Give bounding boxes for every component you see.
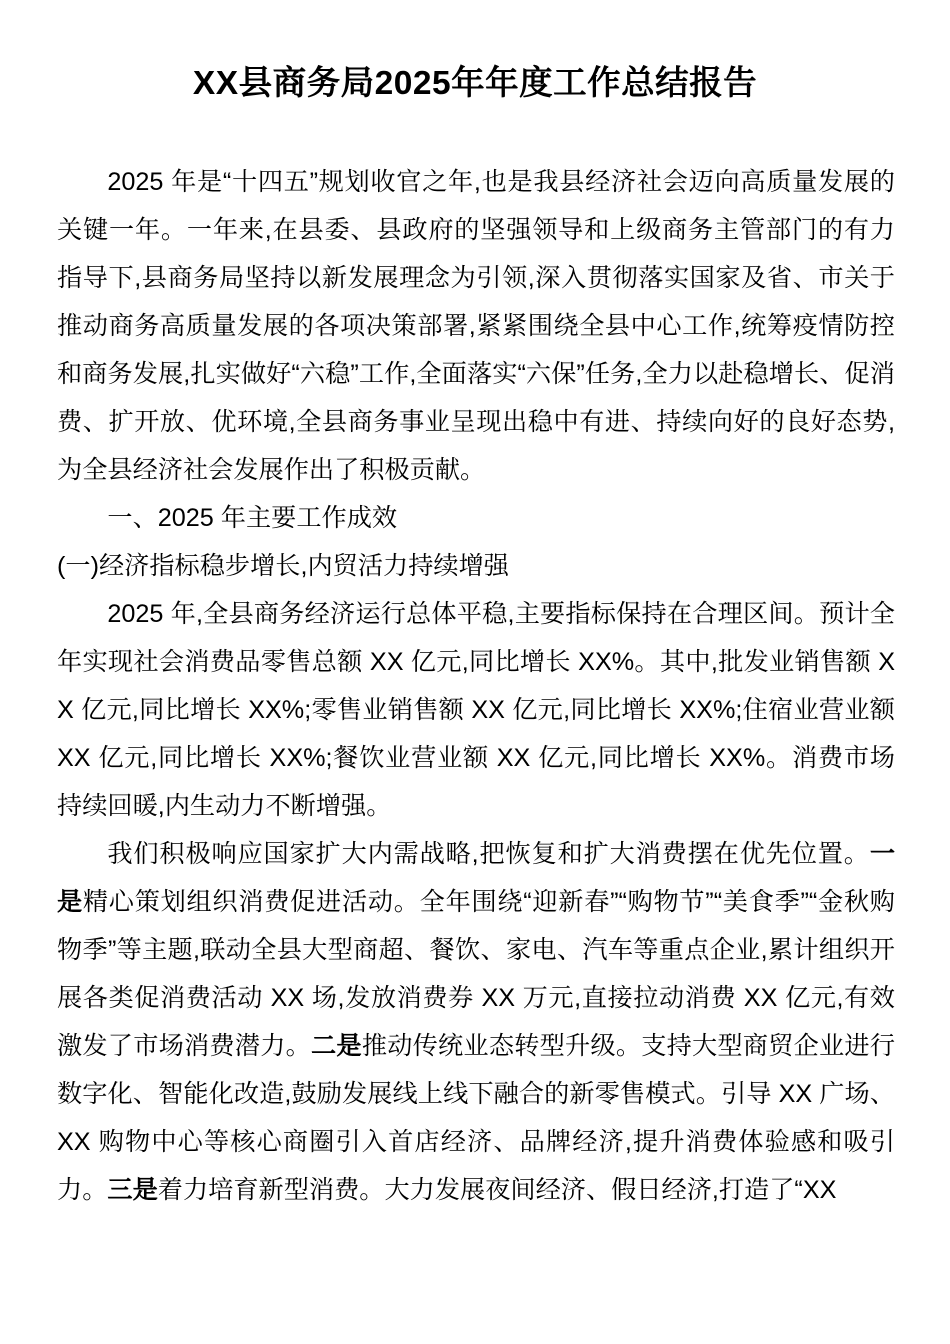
paragraph-text-run: 精心策划组织消费促进活动。全年围绕“迎新春”“购物节”“美食季”“金秋购物季”等主题,联动全县大型商超、餐饮、家电、汽车等重点企业,累计组织开展各类促消费活动 XX 场,发放消费券 XX 万元,直接拉动消费 XX 亿元,有效激发了市场消费潜力。: [57, 888, 895, 1060]
heading-section-1: 一、2025 年主要工作成效: [107, 504, 398, 532]
emphasis-marker: 三是: [107, 1176, 158, 1204]
paragraph-text-run: 我们积极响应国家扩大内需战略,把恢复和扩大消费摆在优先位置。: [107, 840, 870, 868]
emphasis-marker: 一是: [57, 840, 895, 916]
paragraph-intro: 2025 年是“十四五”规划收官之年,也是我县经济社会迈向高质量发展的关键一年。一年来,在县委、县政府的坚强领导和上级商务主管部门的有力指导下,县商务局坚持以新发展理念为引领,深入贯彻落实国家及省、市关于推动商务高质量发展的各项决策部署,紧紧围绕全县中心工作,统筹疫情防控和商务发展,扎实做好“六稳”工作,全面落实“六保”任务,全力以赴稳增长、促消费、扩开放、优环境,全县商务事业呈现出稳中有进、持续向好的良好态势,为全县经济社会发展作出了积极贡献。: [57, 168, 895, 484]
emphasis-marker: 二是: [311, 1032, 362, 1060]
paragraph-text-run: 推动传统业态转型升级。支持大型商贸企业进行数字化、智能化改造,鼓励发展线上线下融合的新零售模式。引导 XX 广场、XX 购物中心等核心商圈引入首店经济、品牌经济,提升消费体验感和吸引力。: [57, 1032, 896, 1204]
document-body: [57, 158, 895, 1214]
paragraph-economy-indicators: 2025 年,全县商务经济运行总体平稳,主要指标保持在合理区间。预计全年实现社会消费品零售总额 XX 亿元,同比增长 XX%。其中,批发业销售额 XX 亿元,同比增长 XX%;零售业销售额 XX 亿元,同比增长 XX%;住宿业营业额 XX 亿元,同比增长 XX%;餐饮业营业额 XX 亿元,同比增长 XX%。消费市场持续回暖,内生动力不断增强。: [57, 600, 895, 820]
paragraph-consumption-expansion: [57, 830, 895, 1214]
page-title: XX县商务局2025年年度工作总结报告: [192, 65, 758, 102]
paragraph-text-run: 着力培育新型消费。大力发展夜间经济、假日经济,打造了“XX: [157, 1176, 837, 1204]
heading-subsection-1-1: (一)经济指标稳步增长,内贸活力持续增强: [57, 552, 509, 580]
